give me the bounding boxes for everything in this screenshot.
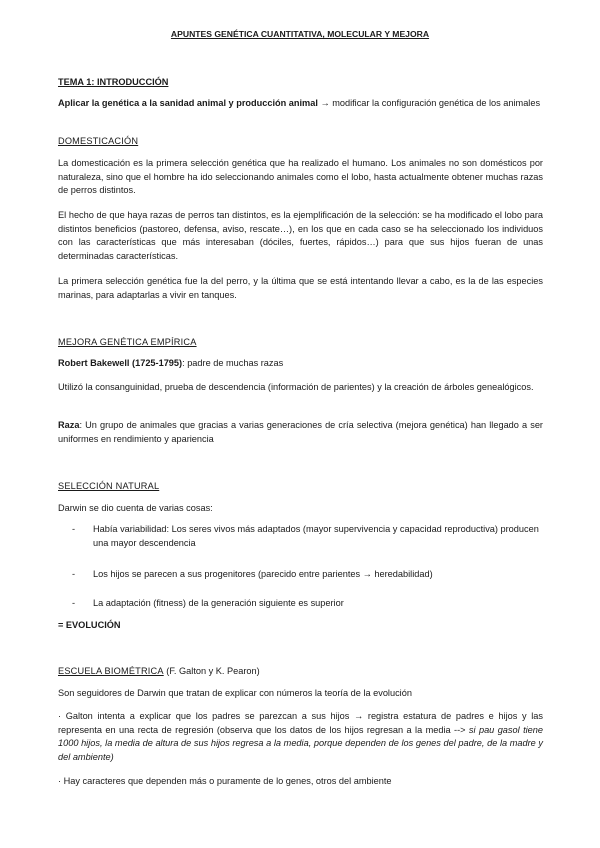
list-item-text: La adaptación (fitness) de la generación siguiente es superior [93, 598, 344, 608]
list-item-text: Los hijos se parecen a sus progenitores (parecido entre parientes → heredabilidad) [93, 569, 433, 579]
escuela-paragraph-1: Son seguidores de Darwin que tratan de explicar con números la teoría de la evolución [58, 688, 412, 698]
bakewell-rest-text: : padre de muchas razas [182, 358, 284, 368]
raza-rest-text: : Un grupo de animales que gracias a varias generaciones de cría selectiva (mejora genética) han llegado a ser uniformes en rendimiento y apariencia [58, 420, 543, 444]
raza-bold-text: Raza [58, 420, 80, 430]
galton-paragraph [58, 710, 543, 764]
galton-italic-text: si pau gasol tiene 1000 hijos, la media de altura de sus hijos regresa a la media, porque dependen de los genes del padre, de la madre y del ambiente) [58, 724, 543, 762]
escuela-heading [58, 665, 543, 679]
dash-bullet: - [72, 598, 76, 608]
evolucion-label: = EVOLUCIÓN [58, 620, 121, 630]
escuela-title: ESCUELA BIOMÉTRICA [58, 666, 164, 676]
domesticacion-paragraph-3: La primera selección genética fue la del perro, y la última que se está intentando llevar a cabo, es la de las especies marinas, para adaptarlas a vivir en tanques. [58, 276, 543, 300]
domesticacion-heading: DOMESTICACIÓN [58, 136, 139, 146]
caracteres-paragraph: · Hay caracteres que dependen más o puramente de lo genes, otros del ambiente [58, 776, 392, 786]
list-item-text: Había variabilidad: Los seres vivos más adaptados (mayor supervivencia y capacidad reproductiva) producen una mayor descendencia [93, 524, 539, 548]
darwin-intro: Darwin se dio cuenta de varias cosas: [58, 503, 213, 513]
tema-heading: TEMA 1: INTRODUCCIÓN [58, 77, 169, 87]
domesticacion-paragraph-1: La domesticación es la primera selección genética que ha realizado el humano. Los animales no son domésticos por naturaleza, sino que el hombre ha ido seleccionando animales como el lobo, hasta actualmente obtener muchas razas de perros distintos. [58, 158, 543, 196]
aplicar-paragraph [58, 97, 543, 111]
bakewell-paragraph [58, 357, 543, 371]
aplicar-bold-text: Aplicar la genética a la sanidad animal y producción animal [58, 98, 318, 108]
domesticacion-paragraph-2: El hecho de que haya razas de perros tan distintos, es la ejemplificación de la selección: se ha modificado el lobo para distintos beneficios (pastoreo, defensa, aviso, rescate…), en los que en cada caso se ha seleccionado los individuos con las características que más interesaban (dóciles, fuertes, rápidos…) para que sus hijos fueran de unas determinadas características. [58, 210, 543, 261]
bakewell-bold-text: Robert Bakewell (1725-1795) [58, 358, 183, 368]
dash-bullet: - [72, 569, 76, 579]
seleccion-heading: SELECCIÓN NATURAL [58, 481, 160, 491]
raza-paragraph [58, 419, 543, 446]
aplicar-rest-text: modificar la configuración genética de los animales [332, 98, 541, 108]
escuela-authors: (F. Galton y K. Pearon) [163, 666, 260, 676]
mejora-heading: MEJORA GENÉTICA EMPÍRICA [58, 337, 197, 347]
mejora-paragraph-2: Utilizó la consanguinidad, prueba de descendencia (información de parientes) y la creación de árboles genealógicos. [58, 382, 534, 392]
dash-bullet: - [72, 524, 76, 534]
document-title: APUNTES GENÉTICA CUANTITATIVA, MOLECULAR Y MEJORA [170, 29, 430, 39]
arrow-icon: → [320, 98, 330, 108]
galton-text: · Galton intenta a explicar que los padres se parezcan a sus hijos → registra estatura de padres e hijos y las representa en una recta de regresión (observa que los datos de los hijos regresan a la media --> [58, 711, 543, 735]
